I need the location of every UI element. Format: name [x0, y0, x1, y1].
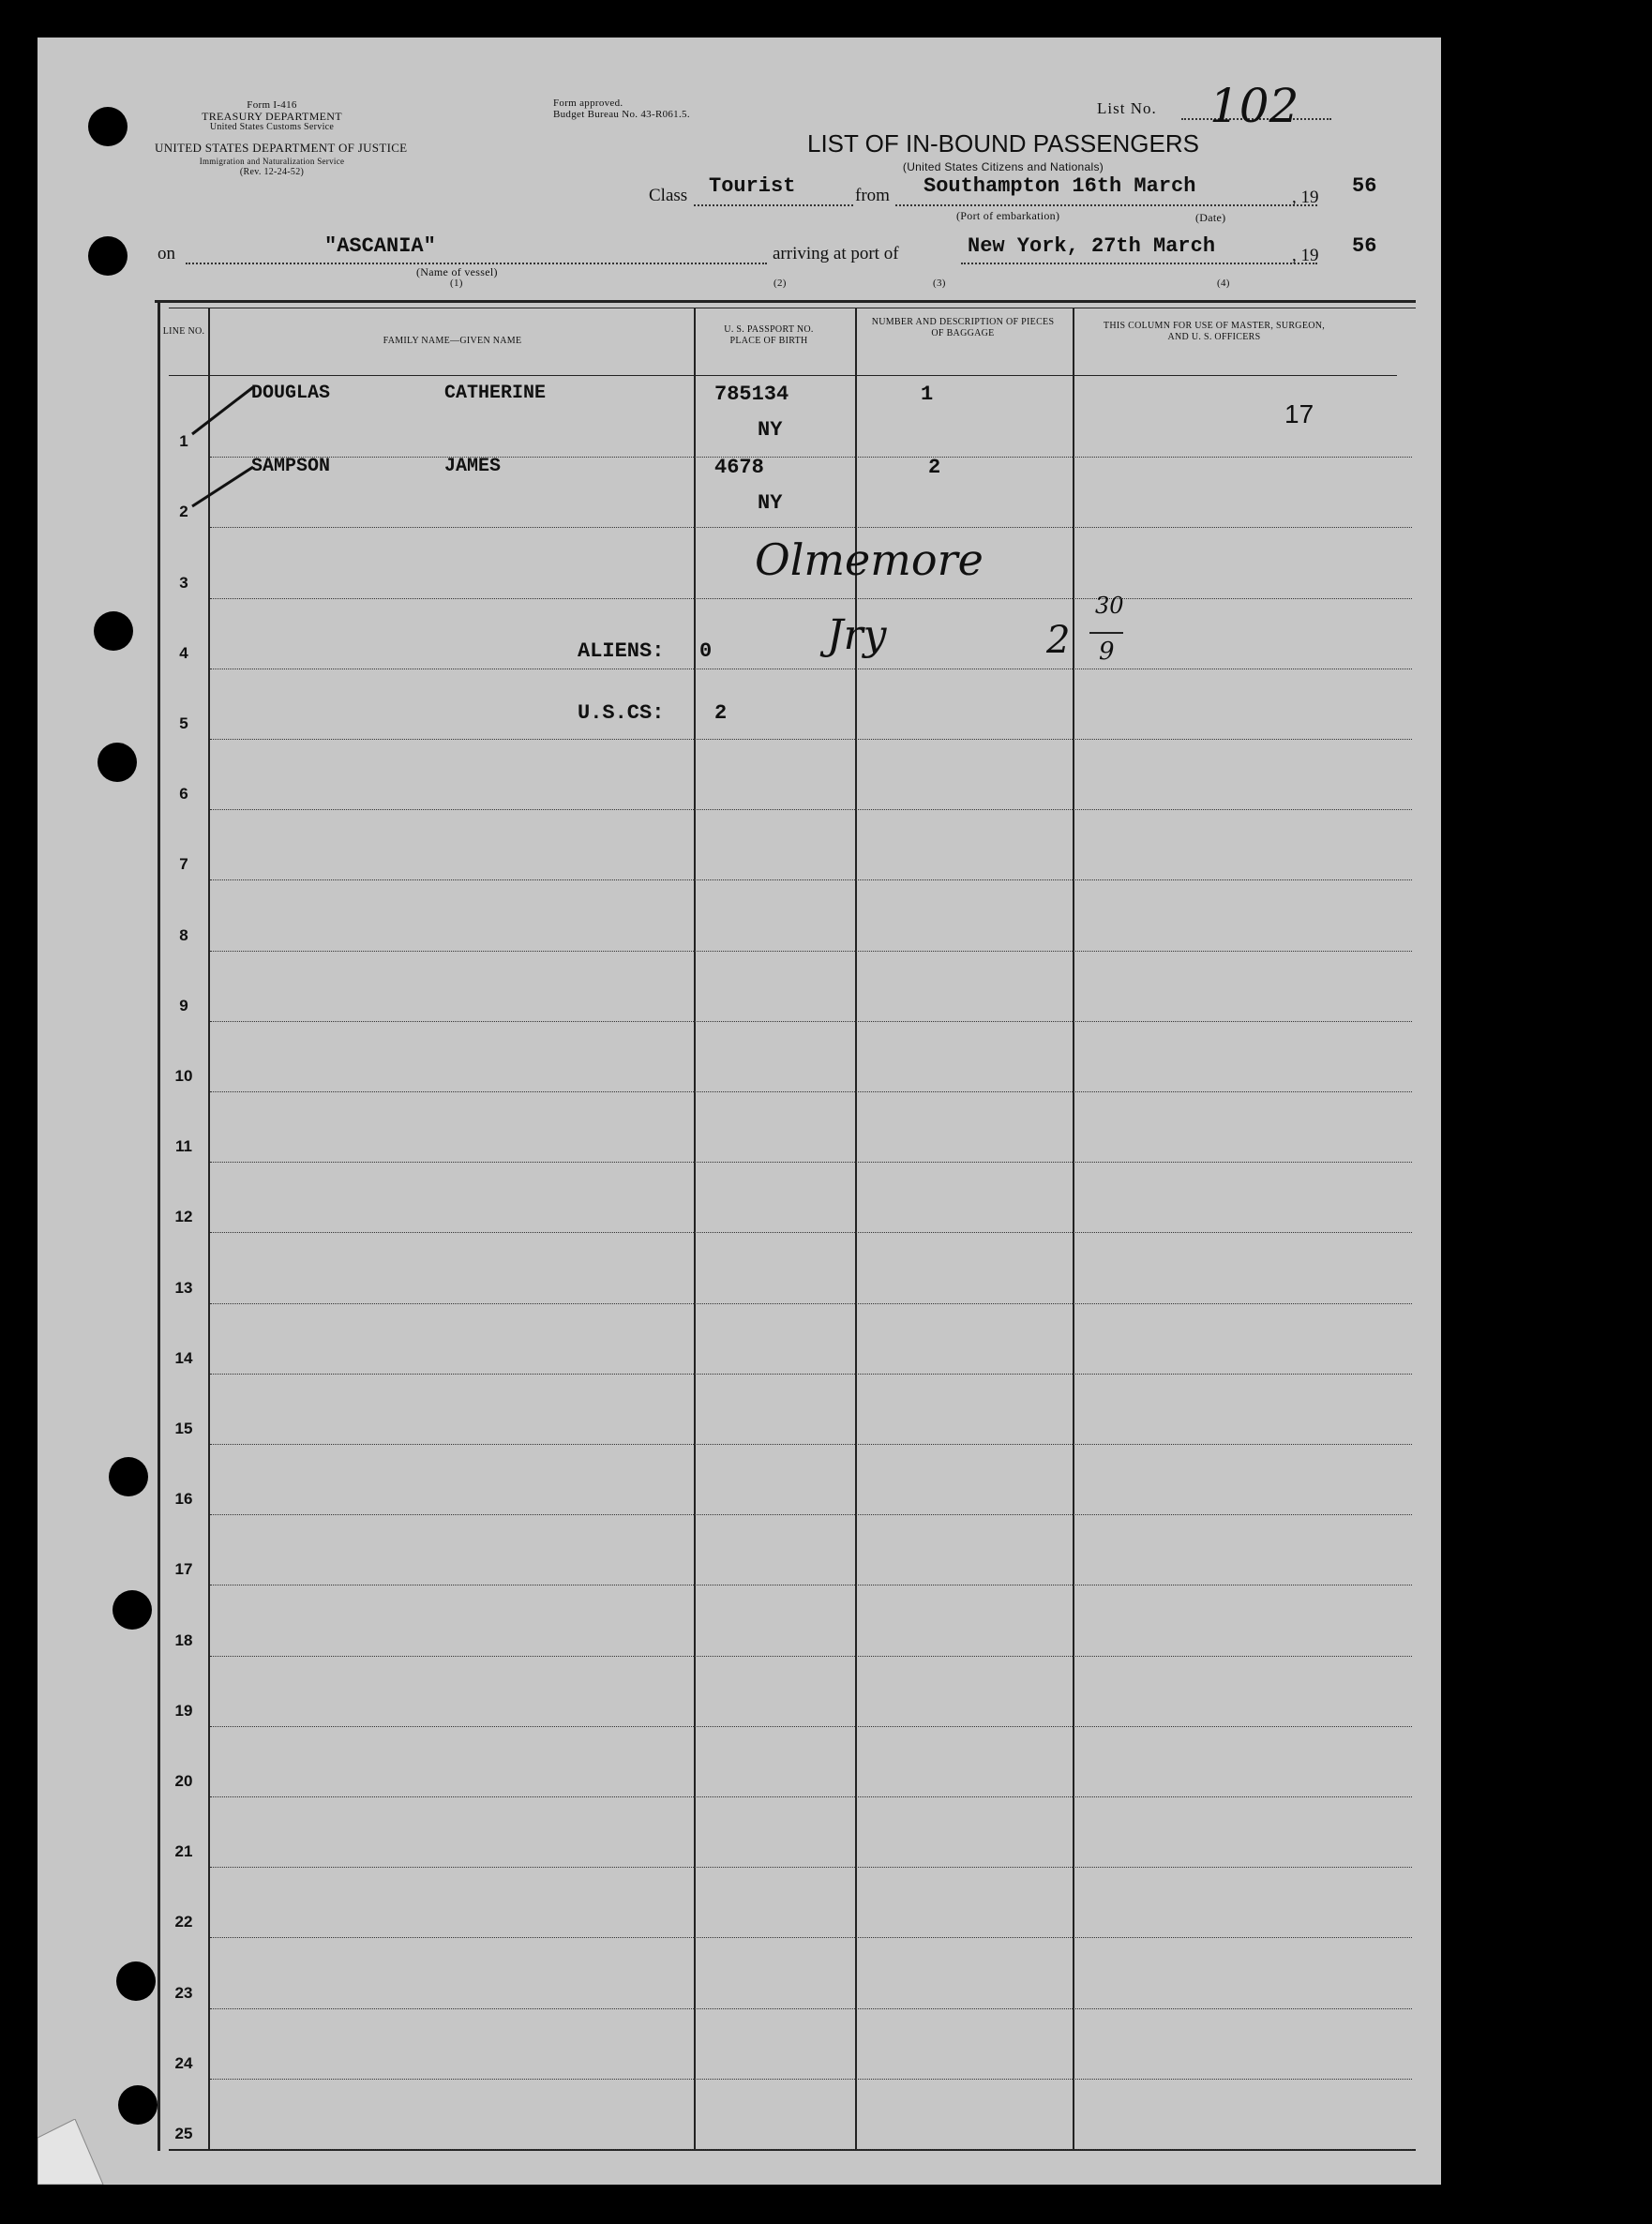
form-number: Form I-416 [247, 99, 297, 111]
punch-hole [98, 743, 137, 782]
uscs-value: 2 [714, 701, 728, 725]
table-row-line [210, 1162, 1412, 1163]
embark-value: Southampton 16th March [924, 174, 1196, 198]
line-number: 1 [179, 432, 188, 450]
column-index-3: (3) [933, 278, 946, 289]
passenger-1-baggage: 1 [921, 383, 934, 406]
table-row-line [210, 1374, 1412, 1375]
customs-service: United States Customs Service [209, 122, 335, 132]
fraction-whole: 2 [1046, 619, 1071, 662]
embark-line [895, 204, 1317, 206]
check-mark-icon [188, 383, 263, 439]
passenger-1-passport: 785134 [714, 383, 789, 406]
department-of-justice: UNITED STATES DEPARTMENT OF JUSTICE [155, 141, 408, 155]
table-row-line [210, 951, 1412, 952]
fraction-bar [1089, 632, 1123, 634]
line-number: 18 [174, 1631, 193, 1649]
punch-hole [109, 1457, 148, 1496]
form-revision: (Rev. 12-24-52) [239, 167, 305, 177]
line-number: 16 [174, 1490, 193, 1508]
list-no-label: List No. [1097, 99, 1157, 117]
line-number: 17 [174, 1560, 193, 1578]
date-caption: (Date) [1195, 211, 1226, 224]
line-number: 13 [174, 1279, 193, 1297]
table-row-line [210, 809, 1412, 810]
folded-corner [38, 2119, 131, 2185]
punch-hole [88, 236, 128, 276]
column-index-4: (4) [1217, 278, 1230, 289]
passenger-2-passport: 4678 [714, 456, 764, 479]
passenger-2-family-name: SAMPSON [251, 456, 331, 477]
table-row-line [210, 739, 1412, 740]
year-value-2: 56 [1352, 234, 1377, 258]
vessel-value: "ASCANIA" [324, 234, 436, 258]
punch-hole [88, 107, 128, 146]
line-number: 12 [174, 1208, 193, 1225]
table-row-line [210, 457, 1412, 458]
ins-service: Immigration and Naturalization Service [199, 157, 345, 166]
table-row-line [210, 1656, 1412, 1657]
line-number: 3 [179, 574, 188, 592]
passenger-2-birthplace: NY [758, 491, 783, 515]
line-number: 21 [174, 1842, 193, 1860]
line-number: 6 [179, 785, 188, 803]
line-number: 20 [174, 1772, 193, 1790]
line-number: 11 [175, 1137, 192, 1155]
uscs-label: U.S.CS: [578, 701, 665, 725]
year-value-1: 56 [1352, 174, 1377, 198]
line-number: 4 [179, 644, 188, 662]
port-caption: (Port of embarkation) [956, 209, 1060, 222]
budget-bureau: Budget Bureau No. 43-R061.5. [553, 109, 690, 120]
header-bottom-line [169, 375, 1397, 376]
officer-initials: Jry [827, 611, 887, 659]
arrival-value: New York, 27th March [968, 234, 1216, 258]
vessel-caption: (Name of vessel) [416, 265, 498, 278]
list-no-value: 102 [1209, 79, 1299, 133]
line-number: 14 [174, 1349, 193, 1367]
fraction-denominator: 9 [1099, 638, 1115, 666]
passenger-1-birthplace: NY [758, 418, 783, 442]
vessel-line [186, 263, 767, 264]
column-header-passport: U. S. PASSPORT NO. PLACE OF BIRTH [724, 324, 814, 346]
check-mark-icon [188, 459, 263, 511]
year-prefix-1: , 19 [1292, 188, 1319, 207]
table-row-line [210, 1021, 1412, 1022]
arrival-line [961, 263, 1317, 264]
class-value: Tourist [709, 174, 796, 198]
class-line [694, 204, 853, 206]
line-number: 7 [179, 855, 188, 873]
line-number: 15 [174, 1420, 193, 1437]
line-col-divider [208, 308, 210, 2149]
baggage-col-divider [1073, 308, 1074, 2149]
table-row-line [210, 1796, 1412, 1797]
line-number: 10 [174, 1067, 193, 1085]
arriving-label: arriving at port of [773, 244, 899, 263]
table-row-line [210, 2079, 1412, 2080]
line-number: 9 [179, 997, 188, 1014]
table-row-line [210, 1091, 1412, 1092]
manifest-sheet [38, 38, 1441, 2185]
column-header-name: FAMILY NAME—GIVEN NAME [383, 336, 522, 346]
aliens-value: 0 [699, 639, 713, 663]
table-row-line [210, 1444, 1412, 1445]
column-header-baggage: NUMBER AND DESCRIPTION OF PIECES OF BAGGAGE [871, 317, 1055, 338]
punch-hole [116, 1961, 156, 2001]
table-row-line [210, 598, 1412, 599]
line-number: 2 [179, 503, 188, 520]
table-row-line [210, 2149, 1412, 2150]
table-row-line [210, 527, 1412, 528]
table-row-line [210, 1726, 1412, 1727]
table-row-line [210, 1303, 1412, 1304]
table-top-border [155, 300, 1416, 303]
table-row-line [210, 2008, 1412, 2009]
table-row-line [210, 879, 1412, 880]
class-label: Class [649, 186, 688, 205]
line-number: 8 [179, 926, 188, 944]
year-prefix-2: , 19 [1292, 246, 1319, 265]
passenger-1-given-name: CATHERINE [444, 383, 547, 404]
table-row-line [210, 1867, 1412, 1868]
line-number: 5 [179, 714, 188, 732]
table-left-border [158, 302, 160, 2151]
line-number: 23 [174, 1984, 193, 2002]
punch-hole [94, 611, 133, 651]
punch-hole [113, 1590, 152, 1630]
column-header-line: LINE NO. [162, 326, 205, 337]
fraction-numerator: 30 [1095, 593, 1124, 619]
passenger-1-family-name: DOUGLAS [251, 383, 331, 404]
form-approved: Form approved. [553, 98, 623, 109]
page-title: LIST OF IN-BOUND PASSENGERS [806, 129, 1199, 158]
table-row-line [210, 1514, 1412, 1515]
column-index-2: (2) [773, 278, 787, 289]
from-label: from [855, 186, 890, 205]
line-number: 22 [174, 1913, 193, 1931]
passenger-2-given-name: JAMES [444, 456, 502, 477]
passenger-1-officer-note: 17 [1284, 399, 1314, 428]
line-number: 25 [174, 2125, 193, 2142]
line-number: 19 [174, 1702, 193, 1720]
page-subtitle: (United States Citizens and Nationals) [902, 160, 1104, 173]
column-index-1: (1) [450, 278, 463, 289]
passenger-2-baggage: 2 [928, 456, 941, 479]
aliens-label: ALIENS: [578, 639, 665, 663]
table-row-line [210, 1937, 1412, 1938]
treasury-department: TREASURY DEPARTMENT [202, 110, 342, 123]
table-row-line [210, 1232, 1412, 1233]
name-col-divider [694, 308, 696, 2149]
officer-signature: Olmemore [755, 534, 984, 585]
on-label: on [158, 244, 175, 263]
column-header-officers: THIS COLUMN FOR USE OF MASTER, SURGEON, AND U. S. OFFICERS [1103, 321, 1326, 342]
line-number: 24 [174, 2054, 193, 2072]
